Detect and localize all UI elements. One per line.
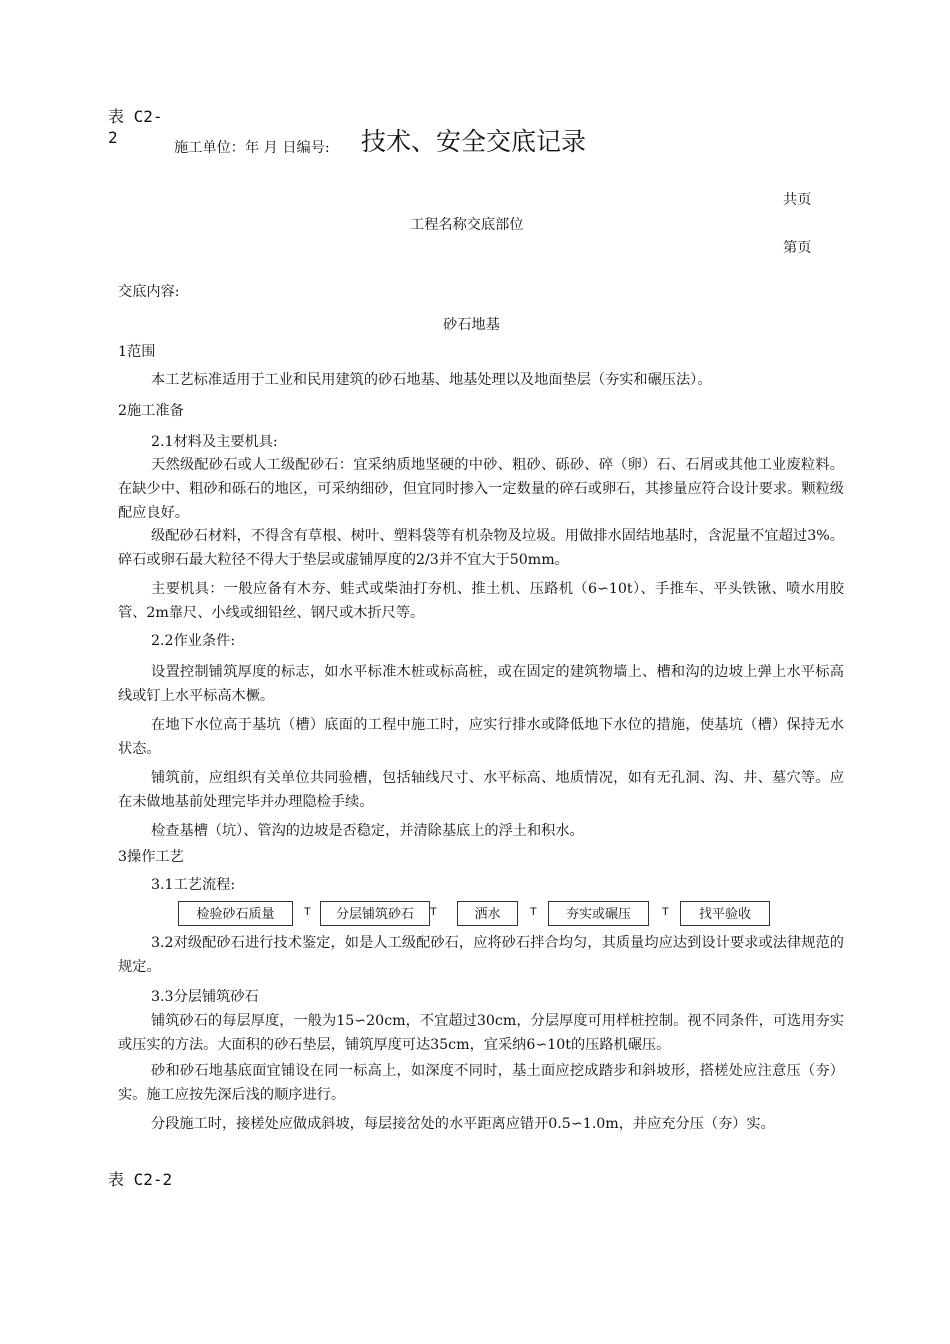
subsection-heading: 3.3分层铺筑砂石 <box>151 989 259 1005</box>
paragraph: 3.2对级配砂石进行技术鉴定，如是人工级配砂石，应将砂石拌合均匀，其质量均应达到设计要求或法律规范的规定。 <box>118 935 844 975</box>
section-heading: 2施工准备 <box>118 403 184 419</box>
page-number: 第页 <box>783 240 812 256</box>
flow-step-layered-laying: 分层铺筑砂石 <box>320 901 430 926</box>
footer-table-code: 表 C2-2 <box>108 1170 173 1189</box>
section-heading: 1范围 <box>118 344 156 360</box>
unit-date-number: 施工单位：年 月 日编号: <box>174 140 330 156</box>
table-code: 表 C2- <box>108 107 163 126</box>
document-title: 砂石地基 <box>443 317 500 333</box>
paragraph: 砂和砂石地基底面宜铺设在同一标高上，如深度不同时，基土面应挖成踏步和斜坡形，搭槎处应注意压（夯）实。施工应按先深后浅的顺序进行。 <box>118 1063 844 1103</box>
section-heading: 3操作工艺 <box>118 849 184 865</box>
paragraph: 级配砂石材料，不得含有草根、树叶、塑料袋等有机杂物及垃圾。用做排水固结地基时，含泥量不宜超过3%。碎石或卵石最大粒径不得大于垫层或虚铺厚度的2/3并不宜大于50mm。 <box>118 528 844 568</box>
paragraph: 本工艺标准适用于工业和民用建筑的砂石地基、地基处理以及地面垫层（夯实和碾压法）。 <box>151 372 712 388</box>
table-code-continued: 2 <box>108 128 118 147</box>
flow-step-compaction: 夯实或碾压 <box>548 901 649 926</box>
paragraph: 铺筑砂石的每层厚度，一般为15∽20cm，不宜超过30cm，分层厚度可用样桩控制。视不同条件，可选用夯实或压实的方法。大面积的砂石垫层，铺筑厚度可达35cm，宜采纳6∽10t的压路机碾压。 <box>118 1013 844 1053</box>
flow-arrow: T <box>530 906 537 918</box>
flow-step-level-accept: 找平验收 <box>680 901 770 926</box>
paragraph: 铺筑前，应组织有关单位共同验槽，包括轴线尺寸、水平标高、地质情况，如有无孔洞、沟、井、墓穴等。应在未做地基前处理完毕并办理隐检手续。 <box>118 770 844 810</box>
paragraph: 在地下水位高于基坑（槽）底面的工程中施工时，应实行排水或降低地下水位的措施，使基坑（槽）保持无水状态。 <box>118 717 844 757</box>
subsection-heading: 2.1材料及主要机具: <box>151 434 278 450</box>
paragraph: 分段施工时，接槎处应做成斜坡，每层接岔处的水平距离应错开0.5∽1.0m，并应充分压（夯）实。 <box>151 1116 775 1132</box>
flow-arrow: T <box>662 906 669 918</box>
flow-arrow: T <box>304 906 311 918</box>
total-pages: 共页 <box>783 192 812 208</box>
paragraph: 设置控制铺筑厚度的标志，如水平标准木桩或标高桩，或在固定的建筑物墙上、槽和沟的边坡上弹上水平标高线或钉上水平标高木橛。 <box>118 664 844 704</box>
flow-step-sprinkle-water: 洒水 <box>457 901 518 926</box>
paragraph: 主要机具：一般应备有木夯、蛙式或柴油打夯机、推土机、压路机（6∽10t）、手推车、平头铁锹、喷水用胶管、2m靠尺、小线或细铅丝、钢尺或木折尺等。 <box>118 581 844 621</box>
paragraph: 天然级配砂石或人工级配砂石：宜采纳质地坚硬的中砂、粗砂、砾砂、碎（卵）石、石屑或其他工业废粒料。在缺少中、粗砂和砾石的地区，可采纳细砂，但宜同时掺入一定数量的碎石或卵石，其掺量应符合设计要求。颗粒级配应良好。 <box>118 457 844 521</box>
flow-step-inspect-quality: 检验砂石质量 <box>178 901 293 926</box>
subsection-heading: 3.1工艺流程: <box>151 877 236 893</box>
page-title: 技术、安全交底记录 <box>361 127 587 156</box>
paragraph: 检查基槽（坑）、管沟的边坡是否稳定，并清除基底上的浮土和积水。 <box>151 823 584 839</box>
subsection-heading: 2.2作业条件: <box>151 633 236 649</box>
content-label: 交底内容: <box>118 284 180 300</box>
flow-arrow: T <box>430 906 437 918</box>
project-part-label: 工程名称交底部位 <box>410 217 524 233</box>
